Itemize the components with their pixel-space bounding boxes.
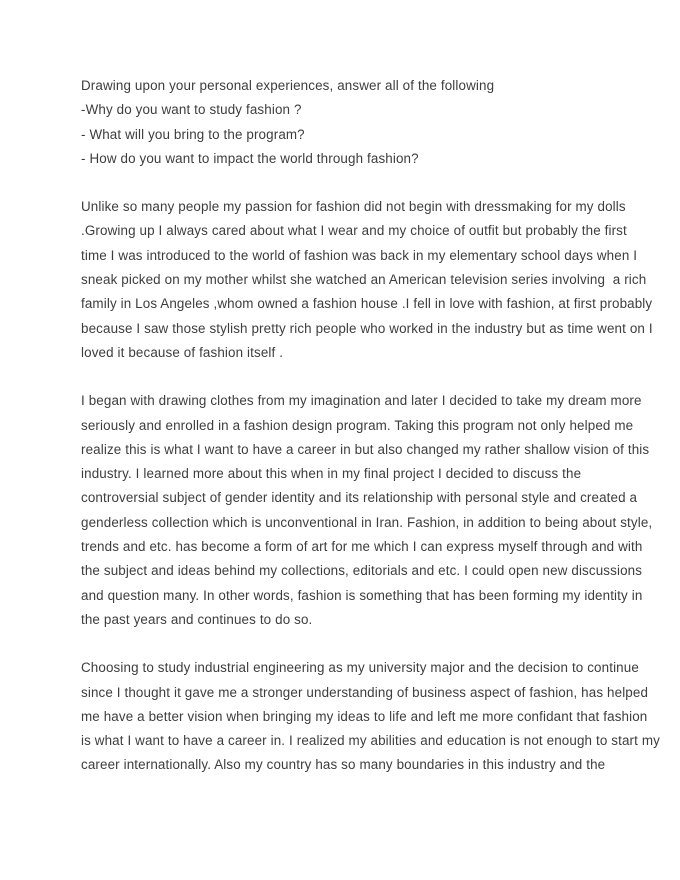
paragraph-1 xyxy=(81,195,653,365)
paragraph-2 xyxy=(81,389,653,632)
text-line: realize this is what I want to have a career in but also changed my rather shallow vision of this xyxy=(81,441,650,457)
text-line: is what I want to have a career in. I realized my abilities and education is not enough to start my xyxy=(81,733,660,749)
paragraph-3 xyxy=(81,656,660,777)
text-line: industry. I learned more about this when in my final project I decided to discuss the xyxy=(81,466,582,482)
text-line: .Growing up I always cared about what I wear and my choice of outfit but probably the first xyxy=(81,223,627,239)
text-line: controversial subject of gender identity and its relationship with personal style and created a xyxy=(81,490,638,506)
text-line: the subject and ideas behind my collections, editorials and etc. I could open new discussions xyxy=(81,563,643,579)
text-line: because I saw those stylish pretty rich people who worked in the industry but as time went on I xyxy=(81,320,653,336)
text-line: I began with drawing clothes from my imagination and later I decided to take my dream more xyxy=(81,393,642,409)
text-line: time I was introduced to the world of fashion was back in my elementary school days when I xyxy=(81,247,638,263)
prompt-question-3: - How do you want to impact the world through fashion? xyxy=(81,150,419,166)
text-line: career internationally. Also my country has so many boundaries in this industry and the xyxy=(81,757,606,773)
paragraph-spacer xyxy=(81,365,601,389)
prompt-line: Drawing upon your personal experiences, answer all of the following xyxy=(81,78,495,93)
text-line: me have a better vision when bringing my ideas to life and left me more confidant that fashion xyxy=(81,708,648,724)
paragraph-spacer xyxy=(81,632,601,656)
text-line: Unlike so many people my passion for fashion did not begin with dressmaking for my dolls xyxy=(81,199,626,215)
text-line: family in Los Angeles ,whom owned a fashion house .I fell in love with fashion, at first probably xyxy=(81,296,653,312)
prompt-question-1: -Why do you want to study fashion ? xyxy=(81,102,302,118)
text-line: and question many. In other words, fashion is something that has been forming my identity in xyxy=(81,587,643,603)
text-line: seriously and enrolled in a fashion design program. Taking this program not only helped me xyxy=(81,417,634,433)
text-line: trends and etc. has become a form of art for me which I can express myself through and with xyxy=(81,539,643,555)
text-line: loved it because of fashion itself . xyxy=(81,344,284,360)
document-text-body xyxy=(81,74,660,778)
prompt-block xyxy=(81,74,601,171)
text-line: since I thought it gave me a stronger understanding of business aspect of fashion, has helped xyxy=(81,684,649,700)
paragraph-spacer xyxy=(81,171,601,195)
prompt-question-2: - What will you bring to the program? xyxy=(81,126,305,142)
text-line: Choosing to study industrial engineering as my university major and the decision to continue xyxy=(81,660,639,676)
text-line: sneak picked on my mother whilst she watched an American television series involving a rich xyxy=(81,272,647,288)
text-line: the past years and continues to do so. xyxy=(81,611,313,627)
text-line: genderless collection which is unconventional in Iran. Fashion, in addition to being about style, xyxy=(81,514,653,530)
